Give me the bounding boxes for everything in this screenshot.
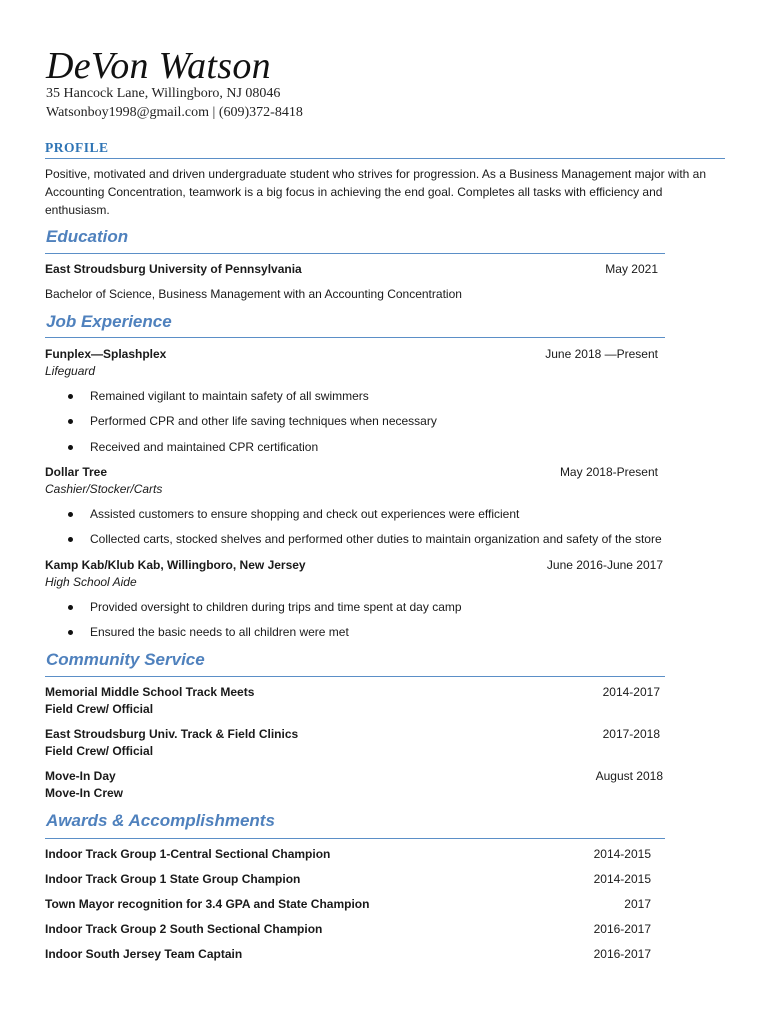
community-item-date: 2017-2018 [602, 727, 660, 741]
bullet-icon [68, 419, 73, 424]
job-title: Lifeguard [45, 364, 96, 378]
community-item-role: Field Crew/ Official [45, 702, 154, 716]
community-item-name: Memorial Middle School Track Meets [45, 685, 255, 699]
bullet-icon [68, 630, 73, 635]
job-experience-heading: Job Experience [46, 312, 172, 331]
community-item-role: Field Crew/ Official [45, 744, 154, 758]
profile-heading: PROFILE [45, 140, 109, 155]
bullet-icon [68, 537, 73, 542]
bullet-icon [68, 605, 73, 610]
job-bullet: Provided oversight to children during trips and time spent at day camp [90, 600, 462, 614]
community-item-name: Move-In Day [45, 769, 116, 783]
job-employer: Dollar Tree [45, 465, 108, 479]
school-name: East Stroudsburg University of Pennsylvania [45, 262, 302, 276]
award-date: 2014-2015 [593, 872, 651, 886]
resume-name: DeVon Watson [46, 45, 271, 87]
award-name: Indoor Track Group 2 South Sectional Champion [45, 922, 323, 936]
profile-text: Positive, motivated and driven undergraduate student who strives for progression. As a Business Management major with an Accounting Concentration, teamwork is a big focus in achieving the end goal. Completes all tasks with efficiency and enthusiasm. [45, 167, 707, 217]
job-bullet: Assisted customers to ensure shopping and check out experiences were efficient [90, 507, 520, 521]
contact-line: Watsonboy1998@gmail.com | (609)372-8418 [46, 105, 303, 120]
job-date: June 2018 —Present [545, 347, 658, 361]
award-name: Indoor Track Group 1 State Group Champion [45, 872, 301, 886]
community-item-date: August 2018 [595, 769, 663, 783]
award-name: Indoor South Jersey Team Captain [45, 947, 243, 961]
job-bullet: Received and maintained CPR certification [90, 440, 319, 454]
community-item-role: Move-In Crew [45, 786, 124, 800]
award-name: Indoor Track Group 1-Central Sectional Champion [45, 847, 331, 861]
awards-divider [45, 838, 665, 839]
job-date: June 2016-June 2017 [546, 558, 663, 572]
community-item-name: East Stroudsburg Univ. Track & Field Clinics [45, 727, 299, 741]
job-employer: Funplex—Splashplex [45, 347, 167, 361]
job-bullet: Remained vigilant to maintain safety of all swimmers [90, 389, 369, 403]
community-service-divider [45, 676, 665, 677]
award-date: 2016-2017 [593, 947, 651, 961]
education-date: May 2021 [605, 262, 658, 276]
education-divider [45, 253, 665, 254]
awards-heading: Awards & Accomplishments [46, 811, 275, 830]
job-date: May 2018-Present [559, 465, 658, 479]
award-date: 2016-2017 [593, 922, 651, 936]
award-date: 2017 [624, 897, 651, 911]
job-bullet: Collected carts, stocked shelves and performed other duties to maintain organization and safety of the store [90, 532, 662, 546]
address: 35 Hancock Lane, Willingboro, NJ 08046 [46, 86, 281, 101]
award-date: 2014-2015 [593, 847, 651, 861]
bullet-icon [68, 445, 73, 450]
community-service-heading: Community Service [46, 650, 205, 669]
award-name: Town Mayor recognition for 3.4 GPA and State Champion [45, 897, 370, 911]
community-item-date: 2014-2017 [602, 685, 660, 699]
job-employer: Kamp Kab/Klub Kab, Willingboro, New Jersey [45, 558, 306, 572]
bullet-icon [68, 394, 73, 399]
job-title: High School Aide [45, 575, 137, 589]
profile-divider [45, 158, 725, 159]
bullet-icon [68, 512, 73, 517]
degree: Bachelor of Science, Business Management with an Accounting Concentration [45, 287, 462, 301]
job-bullet: Performed CPR and other life saving techniques when necessary [90, 414, 437, 428]
education-heading: Education [46, 227, 129, 246]
job-bullet: Ensured the basic needs to all children were met [90, 625, 349, 639]
job-experience-divider [45, 337, 665, 338]
job-title: Cashier/Stocker/Carts [45, 482, 163, 496]
